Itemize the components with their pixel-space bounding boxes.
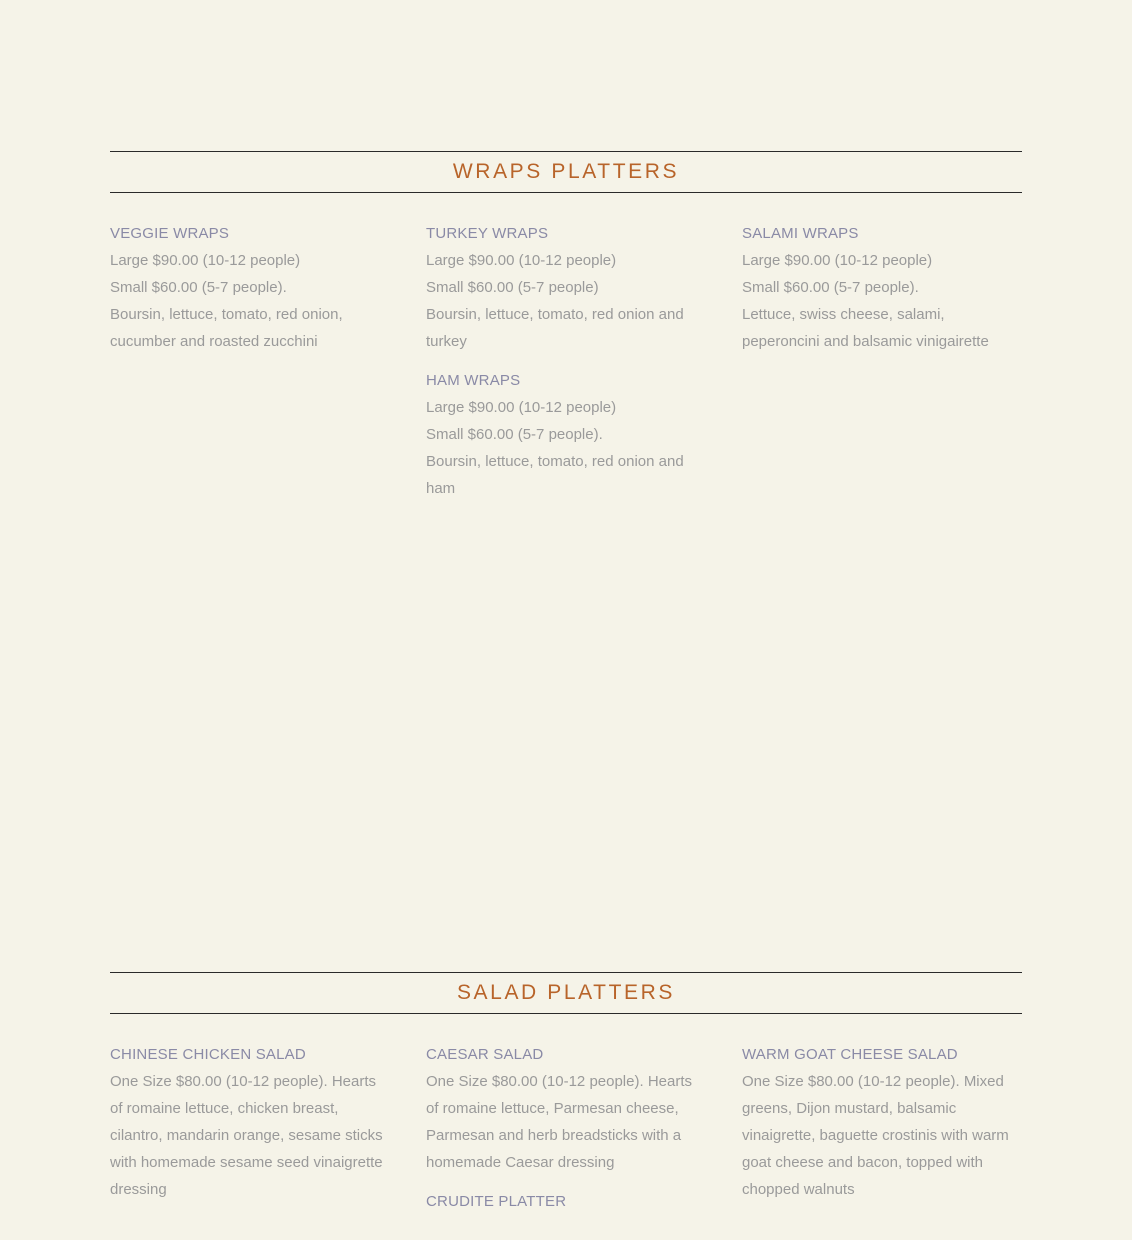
menu-item-title: VEGGIE WRAPS	[110, 225, 230, 242]
menu-item-ham-wraps	[426, 371, 708, 502]
menu-item-small-price: Small $60.00 (5-7 people).	[742, 279, 919, 296]
menu-item-description: One Size $80.00 (10-12 people). Hearts of romaine lettuce, chicken breast, cilantro, mandarin orange, sesame sticks with homemade sesame seed vinaigrette dressing	[110, 1073, 383, 1198]
menu-item-chinese-chicken-salad	[110, 1045, 392, 1203]
menu-item-description: Boursin, lettuce, tomato, red onion and turkey	[426, 306, 684, 350]
salad-column-3	[742, 1045, 1024, 1219]
salad-platters-section	[110, 972, 1022, 1210]
menu-item-large-price: Large $90.00 (10-12 people)	[426, 252, 617, 269]
menu-item-large-price: Large $90.00 (10-12 people)	[742, 252, 933, 269]
menu-item-small-price: Small $60.00 (5-7 people)	[426, 279, 599, 296]
wraps-platters-section	[110, 151, 1022, 497]
menu-item-veggie-wraps	[110, 224, 392, 355]
menu-item-title: CHINESE CHICKEN SALAD	[110, 1046, 306, 1063]
menu-item-description: Boursin, lettuce, tomato, red onion, cucumber and roasted zucchini	[110, 306, 343, 350]
menu-item-small-price: Small $60.00 (5-7 people).	[426, 426, 603, 443]
salad-column-2	[426, 1045, 708, 1228]
menu-item-description: Lettuce, swiss cheese, salami, peperoncini and balsamic vinigairette	[742, 306, 989, 350]
wraps-column-2	[426, 224, 708, 518]
menu-item-large-price: Large $90.00 (10-12 people)	[110, 252, 301, 269]
menu-item-small-price: Small $60.00 (5-7 people).	[110, 279, 287, 296]
menu-item-description: Boursin, lettuce, tomato, red onion and ham	[426, 453, 684, 497]
menu-item-description: One Size $80.00 (10-12 people). Mixed greens, Dijon mustard, balsamic vinaigrette, baguette crostinis with warm goat cheese and bacon, topped with chopped walnuts	[742, 1073, 1009, 1198]
menu-item-title: TURKEY WRAPS	[426, 225, 549, 242]
menu-item-salami-wraps	[742, 224, 1024, 355]
menu-item-title: WARM GOAT CHEESE SALAD	[742, 1046, 958, 1063]
salad-platters-title: SALAD PLATTERS	[456, 981, 676, 1004]
menu-item-title: SALAMI WRAPS	[742, 225, 859, 242]
wraps-column-1	[110, 224, 392, 371]
wraps-platters-title: WRAPS PLATTERS	[452, 160, 680, 183]
menu-item-warm-goat-cheese-salad	[742, 1045, 1024, 1203]
menu-item-description: One Size $80.00 (10-12 people). Hearts of romaine lettuce, Parmesan cheese, Parmesan and herb breadsticks with a homemade Caesar dressing	[426, 1073, 692, 1171]
menu-item-caesar-salad	[426, 1045, 708, 1176]
menu-item-large-price: Large $90.00 (10-12 people)	[426, 399, 617, 416]
menu-item-crudite-platter	[426, 1192, 708, 1212]
salad-column-1	[110, 1045, 392, 1219]
menu-item-title: CAESAR SALAD	[426, 1046, 544, 1063]
salad-platters-header	[110, 972, 1022, 1014]
wraps-platters-header	[110, 151, 1022, 193]
menu-item-title: HAM WRAPS	[426, 372, 521, 389]
menu-item-title: CRUDITE PLATTER	[426, 1193, 567, 1210]
wraps-column-3	[742, 224, 1024, 371]
menu-item-turkey-wraps	[426, 224, 708, 355]
